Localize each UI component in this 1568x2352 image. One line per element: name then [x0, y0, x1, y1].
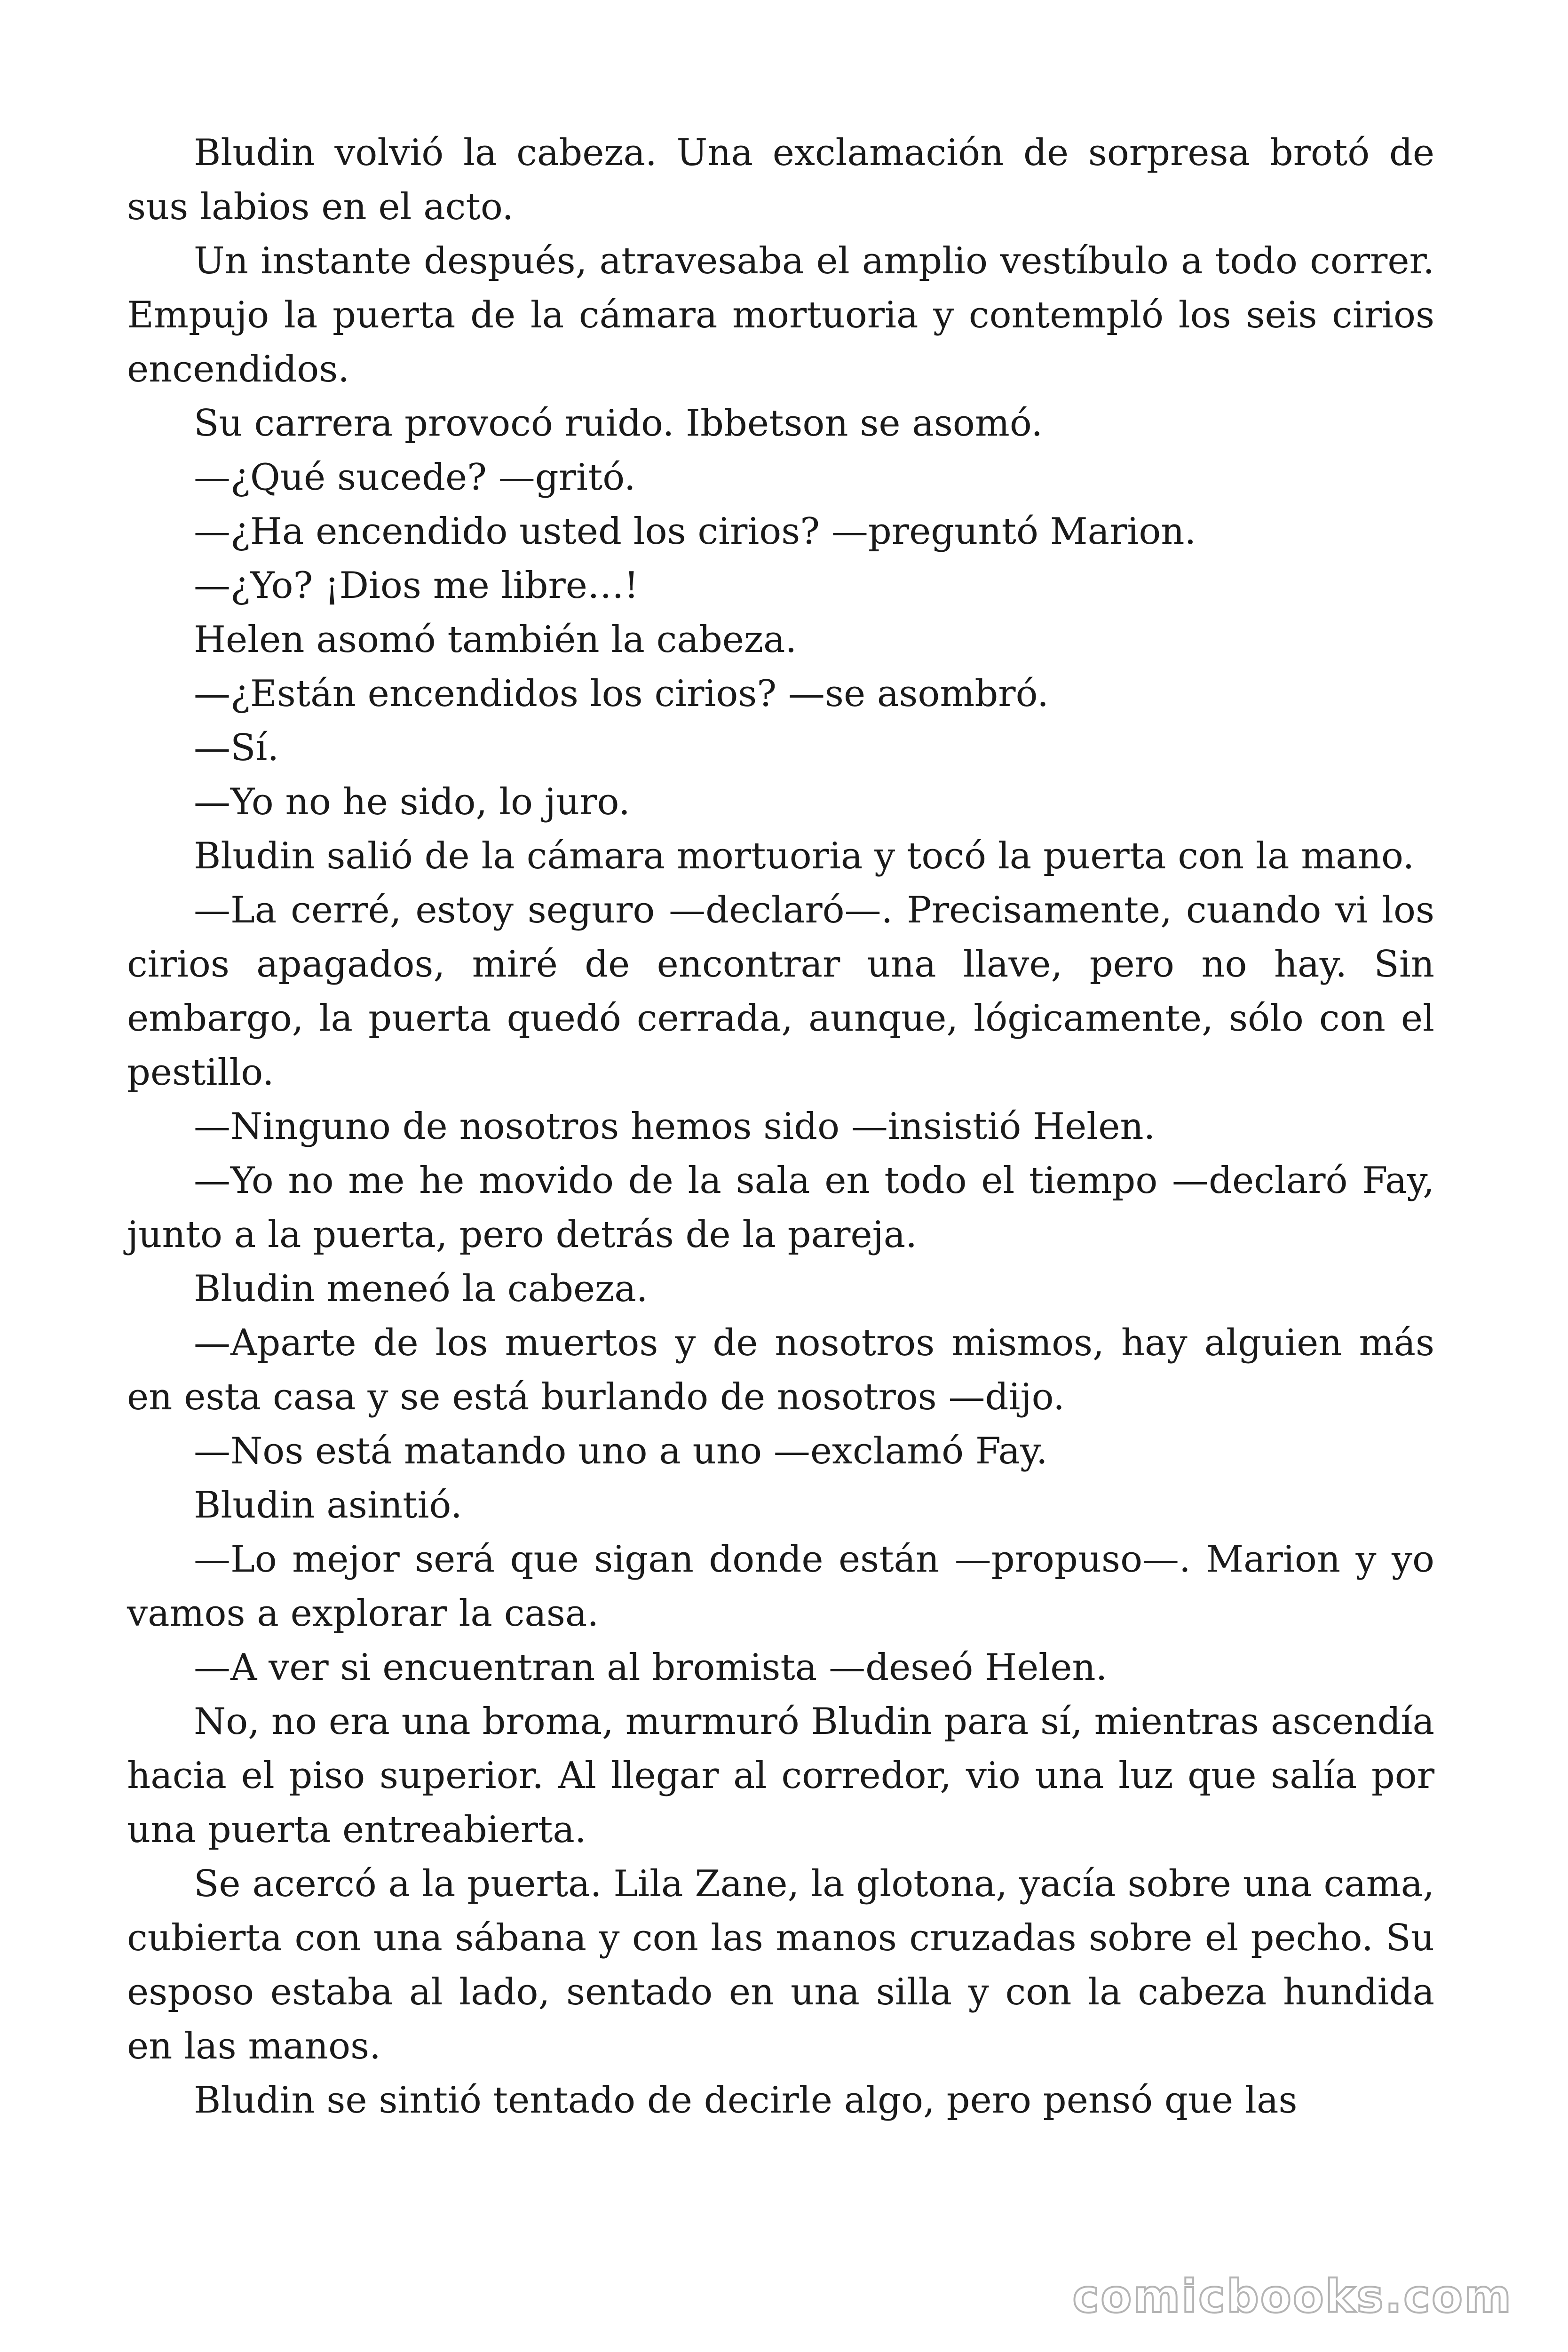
paragraph: —Yo no me he movido de la sala en todo el tiempo —declaró Fay, junto a la puerta, pero detrás de la pareja.	[127, 1160, 1434, 1256]
paragraph: Bludin se sintió tentado de decirle algo, pero pensó que las	[194, 2079, 1298, 2122]
paragraph: Un instante después, atravesaba el amplio vestíbulo a todo correr. Empujo la puerta de la cámara mortuoria y contempló los seis cirios encendidos.	[127, 240, 1434, 390]
paragraph: —Lo mejor será que sigan donde están —propuso—. Marion y yo vamos a explorar la casa.	[127, 1538, 1434, 1635]
paragraph: —¿Qué sucede? —gritó.	[194, 456, 636, 499]
paragraph: —Aparte de los muertos y de nosotros mismos, hay alguien más en esta casa y se está burlando de nosotros —dijo.	[127, 1322, 1434, 1418]
paragraph: —La cerré, estoy seguro —declaró—. Precisamente, cuando vi los cirios apagados, miré de encontrar una llave, pero no hay. Sin embargo, la puerta quedó cerrada, aunque, lógicamente, sólo con el pestillo.	[127, 889, 1434, 1094]
paragraph: —Yo no he sido, lo juro.	[194, 781, 630, 823]
paragraph: Su carrera provocó ruido. Ibbetson se asomó.	[194, 402, 1043, 445]
watermark-logo: comicbooks.com	[1072, 2270, 1513, 2323]
paragraph: No, no era una broma, murmuró Bludin para sí, mientras ascendía hacia el piso superior. Al llegar al corredor, vio una luz que salía por una puerta entreabierta.	[127, 1700, 1434, 1851]
paragraph: —Sí.	[194, 727, 279, 769]
book-page-text	[127, 126, 1434, 2128]
paragraph: —A ver si encuentran al bromista —deseó Helen.	[194, 1646, 1108, 1689]
paragraph: —Nos está matando uno a uno —exclamó Fay.	[194, 1430, 1048, 1472]
paragraph: Bludin volvió la cabeza. Una exclamación de sorpresa brotó de sus labios en el acto.	[127, 132, 1434, 228]
paragraph: Bludin asintió.	[194, 1484, 462, 1526]
paragraph: —¿Ha encendido usted los cirios? —preguntó Marion.	[194, 510, 1196, 553]
paragraph: —Ninguno de nosotros hemos sido —insistió Helen.	[194, 1105, 1156, 1148]
paragraph: —¿Yo? ¡Dios me libre…!	[194, 564, 639, 607]
paragraph: Bludin salió de la cámara mortuoria y tocó la puerta con la mano.	[194, 835, 1415, 877]
paragraph: Helen asomó también la cabeza.	[194, 619, 797, 661]
paragraph: Bludin meneó la cabeza.	[194, 1268, 648, 1310]
paragraph: Se acercó a la puerta. Lila Zane, la glotona, yacía sobre una cama, cubierta con una sábana y con las manos cruzadas sobre el pecho. Su esposo estaba al lado, sentado en una silla y con la cabeza hundida en las manos.	[127, 1863, 1434, 2067]
paragraph: —¿Están encendidos los cirios? —se asombró.	[194, 673, 1049, 715]
